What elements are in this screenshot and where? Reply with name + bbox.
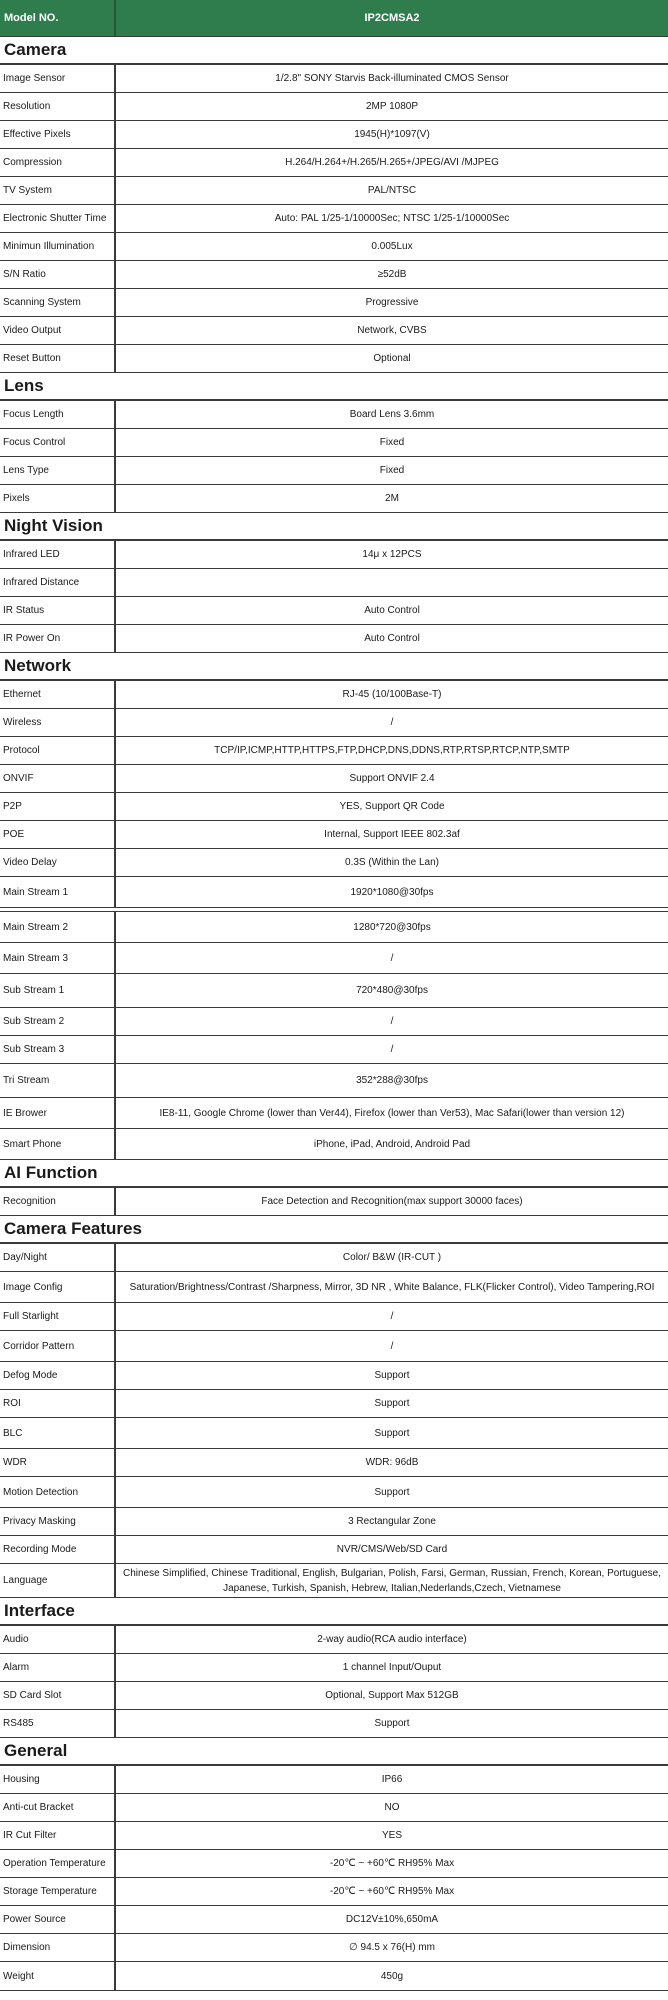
spec-label: Recognition (0, 1188, 116, 1215)
spec-label: Sub Stream 1 (0, 974, 116, 1007)
spec-value: / (390, 1016, 394, 1027)
spec-value: Fixed (379, 437, 405, 448)
spec-label: Alarm (0, 1654, 116, 1681)
spec-label: Main Stream 1 (0, 877, 116, 907)
spec-label: Image Config (0, 1272, 116, 1302)
spec-value: H.264/H.264+/H.265/H.265+/JPEG/AVI /MJPEG (285, 157, 499, 168)
spec-label: Protocol (0, 737, 116, 764)
spec-value: Auto Control (364, 605, 420, 616)
spec-value: PAL/NTSC (367, 185, 417, 196)
spec-row (0, 401, 668, 429)
spec-label: Electronic Shutter Time (0, 205, 116, 232)
spec-row (0, 177, 668, 205)
spec-row (0, 1008, 668, 1036)
section-title-night-vision: Night Vision (0, 513, 668, 541)
spec-label: Effective Pixels (0, 121, 116, 148)
spec-row (0, 1822, 668, 1850)
spec-row (0, 1129, 668, 1160)
spec-value: Face Detection and Recognition(max support 30000 faces) (261, 1196, 523, 1207)
spec-value: 1/2.8" SONY Starvis Back-illuminated CMOS Sensor (275, 73, 509, 84)
spec-row (0, 93, 668, 121)
section-title-interface: Interface (0, 1598, 668, 1626)
spec-value: DC12V±10%,650mA (345, 1914, 439, 1925)
spec-row (0, 1390, 668, 1418)
spec-label: Corridor Pattern (0, 1331, 116, 1361)
spec-value: ∅ 94.5 x 76(H) mm (349, 1942, 435, 1953)
spec-label: Infrared Distance (0, 569, 116, 596)
spec-row (0, 233, 668, 261)
spec-row (0, 1794, 668, 1822)
spec-row (0, 317, 668, 345)
spec-row (0, 1682, 668, 1710)
section-title-camera: Camera (0, 37, 668, 65)
spec-row (0, 793, 668, 821)
spec-value: Progressive (365, 297, 419, 308)
spec-row (0, 205, 668, 233)
spec-label: WDR (0, 1449, 116, 1476)
spec-row (0, 1477, 668, 1508)
spec-value: 0.3S (Within the Lan) (345, 857, 439, 868)
spec-value: Support (374, 1718, 410, 1729)
spec-label: Audio (0, 1626, 116, 1653)
spec-label: Main Stream 2 (0, 912, 116, 942)
spec-row (0, 912, 668, 943)
spec-value: NVR/CMS/Web/SD Card (336, 1544, 448, 1555)
spec-label: IR Cut Filter (0, 1822, 116, 1849)
spec-row (0, 597, 668, 625)
spec-label: Language (0, 1564, 116, 1597)
spec-label: Recording Mode (0, 1536, 116, 1563)
spec-value: Support ONVIF 2.4 (349, 773, 435, 784)
spec-label: Full Starlight (0, 1303, 116, 1330)
spec-row (0, 943, 668, 974)
spec-value: Support (374, 1398, 410, 1409)
spec-label: Minimun Illumination (0, 233, 116, 260)
spec-label: Privacy Masking (0, 1508, 116, 1535)
spec-value: Auto: PAL 1/25-1/10000Sec; NTSC 1/25-1/10000Sec (274, 213, 510, 224)
spec-value: 3 Rectangular Zone (348, 1516, 436, 1527)
spec-row (0, 1188, 668, 1216)
spec-label: IE Brower (0, 1098, 116, 1128)
model-label: Model NO. (0, 0, 116, 36)
spec-row (0, 1962, 668, 1991)
spec-row (0, 625, 668, 653)
spec-row (0, 1564, 668, 1598)
spec-value: -20℃ ~ +60℃ RH95% Max (329, 1886, 455, 1897)
spec-label: IR Power On (0, 625, 116, 652)
spec-row (0, 974, 668, 1008)
spec-label: Compression (0, 149, 116, 176)
spec-label: Focus Control (0, 429, 116, 456)
spec-value: 1920*1080@30fps (350, 886, 434, 898)
spec-value: Color/ B&W (IR-CUT ) (342, 1252, 442, 1263)
spec-row (0, 569, 668, 597)
spec-row (0, 709, 668, 737)
spec-label: TV System (0, 177, 116, 204)
spec-label: Image Sensor (0, 65, 116, 92)
spec-label: Lens Type (0, 457, 116, 484)
spec-value: Support (374, 1370, 410, 1381)
spec-label: BLC (0, 1418, 116, 1448)
spec-row (0, 1449, 668, 1477)
spec-row (0, 821, 668, 849)
spec-row (0, 65, 668, 93)
spec-value: NO (384, 1802, 400, 1813)
spec-label: Scanning System (0, 289, 116, 316)
spec-value: iPhone, iPad, Android, Android Pad (313, 1138, 471, 1150)
spec-row (0, 1036, 668, 1064)
spec-row (0, 1934, 668, 1962)
spec-row (0, 1303, 668, 1331)
spec-row (0, 121, 668, 149)
spec-row (0, 1536, 668, 1564)
spec-row (0, 1362, 668, 1390)
spec-value: TCP/IP,ICMP,HTTP,HTTPS,FTP,DHCP,DNS,DDNS,RTP,RTSP,RTCP,NTP,SMTP (214, 745, 570, 756)
spec-value (116, 569, 668, 596)
spec-row (0, 485, 668, 513)
spec-value: Support (374, 1427, 410, 1439)
spec-label: Infrared LED (0, 541, 116, 568)
spec-label: Focus Length (0, 401, 116, 428)
spec-label: Storage Temperature (0, 1878, 116, 1905)
spec-label: Sub Stream 3 (0, 1036, 116, 1063)
spec-row (0, 1710, 668, 1738)
spec-row (0, 1331, 668, 1362)
spec-label: ROI (0, 1390, 116, 1417)
section-title-general: General (0, 1738, 668, 1766)
spec-row (0, 1064, 668, 1098)
spec-body (0, 37, 668, 1991)
spec-label: Operation Temperature (0, 1850, 116, 1877)
spec-value: YES, Support QR Code (339, 801, 445, 812)
spec-value: 720*480@30fps (356, 985, 428, 996)
spec-value: -20℃ ~ +60℃ RH95% Max (329, 1858, 455, 1869)
spec-label: S/N Ratio (0, 261, 116, 288)
spec-value: Internal, Support IEEE 802.3af (324, 829, 460, 840)
spec-label: IR Status (0, 597, 116, 624)
spec-row (0, 1244, 668, 1272)
spec-label: Motion Detection (0, 1477, 116, 1507)
spec-label: Pixels (0, 485, 116, 512)
spec-label: Housing (0, 1766, 116, 1793)
model-header-row (0, 0, 668, 37)
spec-label: RS485 (0, 1710, 116, 1737)
spec-label: Resolution (0, 93, 116, 120)
spec-row (0, 1626, 668, 1654)
spec-value: / (390, 1340, 394, 1352)
spec-value: / (390, 717, 394, 728)
spec-row (0, 1850, 668, 1878)
section-title-lens: Lens (0, 373, 668, 401)
spec-label: Tri Stream (0, 1064, 116, 1097)
spec-value: IP66 (381, 1774, 403, 1785)
spec-value: / (390, 1044, 394, 1055)
spec-value: RJ-45 (10/100Base-T) (342, 689, 442, 700)
spec-label: ONVIF (0, 765, 116, 792)
spec-value: Fixed (379, 465, 405, 476)
spec-value: IE8-11, Google Chrome (lower than Ver44), Firefox (lower than Ver53), Mac Safari(lower than version 12) (159, 1107, 625, 1119)
section-title-camera-features: Camera Features (0, 1216, 668, 1244)
spec-row (0, 737, 668, 765)
spec-value: ≥52dB (377, 269, 407, 280)
spec-value: Chinese Simplified, Chinese Traditional, English, Bulgarian, Polish, Farsi, German, Russian, French, Korean, Portuguese, Japanese, Turkish, Spanish, Hebrew, Italian,Nederlands,Czech, Vietnamese (122, 1567, 662, 1594)
spec-row (0, 849, 668, 877)
spec-row (0, 345, 668, 373)
spec-value: Optional (373, 353, 411, 364)
spec-label: Sub Stream 2 (0, 1008, 116, 1035)
spec-label: Video Output (0, 317, 116, 344)
spec-row (0, 1508, 668, 1536)
spec-value: 0.005Lux (371, 241, 413, 252)
spec-row (0, 1878, 668, 1906)
spec-row (0, 429, 668, 457)
spec-row (0, 1766, 668, 1794)
spec-row (0, 457, 668, 485)
spec-value: Auto Control (364, 633, 420, 644)
spec-value: Saturation/Brightness/Contrast /Sharpness, Mirror, 3D NR , White Balance, FLK(Flicker Control), Video Tampering,ROI (129, 1281, 655, 1293)
spec-value: 450g (380, 1970, 404, 1982)
spec-value: 1280*720@30fps (353, 921, 431, 933)
spec-row (0, 1654, 668, 1682)
spec-label: Wireless (0, 709, 116, 736)
spec-value: 1945(H)*1097(V) (354, 129, 430, 140)
spec-value: Board Lens 3.6mm (349, 409, 435, 420)
spec-row (0, 1906, 668, 1934)
spec-label: Ethernet (0, 681, 116, 708)
spec-label: Dimension (0, 1934, 116, 1961)
spec-row (0, 877, 668, 908)
spec-label: Day/Night (0, 1244, 116, 1271)
spec-label: Reset Button (0, 345, 116, 372)
section-title-network: Network (0, 653, 668, 681)
spec-row (0, 1098, 668, 1129)
spec-label: P2P (0, 793, 116, 820)
spec-value: WDR: 96dB (365, 1457, 419, 1468)
spec-row (0, 765, 668, 793)
spec-value: 1 channel Input/Ouput (342, 1662, 442, 1673)
spec-value: Support (374, 1486, 410, 1498)
spec-value: 2M (385, 493, 399, 504)
model-value: IP2CMSA2 (364, 12, 420, 24)
spec-label: SD Card Slot (0, 1682, 116, 1709)
spec-label: Weight (0, 1962, 116, 1990)
spec-label: Smart Phone (0, 1129, 116, 1159)
spec-label: Power Source (0, 1906, 116, 1933)
spec-value: / (390, 952, 394, 964)
spec-row (0, 1418, 668, 1449)
spec-value: Optional, Support Max 512GB (325, 1690, 459, 1701)
spec-value: 2-way audio(RCA audio interface) (317, 1634, 467, 1645)
spec-row (0, 681, 668, 709)
spec-row (0, 289, 668, 317)
spec-row (0, 1272, 668, 1303)
spec-label: Defog Mode (0, 1362, 116, 1389)
section-title-ai-function: AI Function (0, 1160, 668, 1188)
spec-value: 2MP 1080P (365, 101, 419, 112)
spec-value: 352*288@30fps (356, 1075, 428, 1086)
spec-row (0, 149, 668, 177)
spec-label: POE (0, 821, 116, 848)
spec-row (0, 261, 668, 289)
spec-row (0, 541, 668, 569)
spec-value: 14μ x 12PCS (362, 549, 422, 560)
spec-value: YES (381, 1830, 402, 1841)
spec-label: Video Delay (0, 849, 116, 876)
spec-value: / (390, 1311, 394, 1322)
spec-label: Anti-cut Bracket (0, 1794, 116, 1821)
spec-value: Network, CVBS (357, 325, 427, 336)
spec-label: Main Stream 3 (0, 943, 116, 973)
